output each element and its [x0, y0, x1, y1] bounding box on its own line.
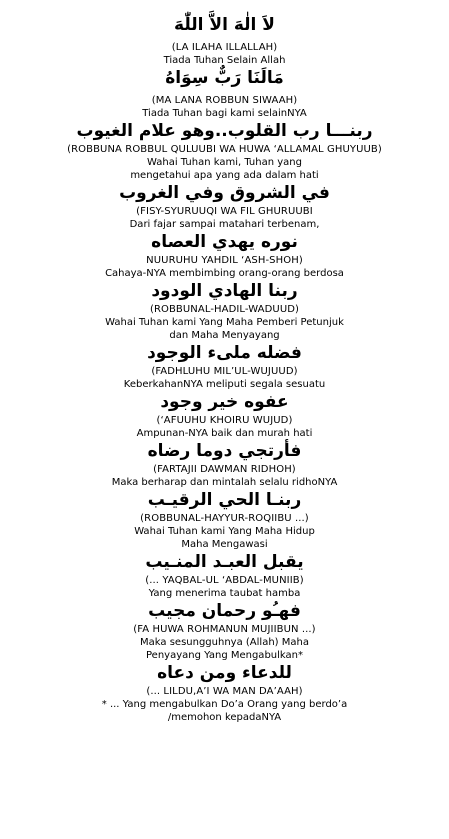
translation-line: Dari fajar sampai matahari terbenam,: [129, 219, 320, 230]
translation-line: Maka sesungguhnya (Allah) Maha: [140, 637, 309, 648]
arabic-text: فأرتجي دوما رضاه: [147, 441, 302, 461]
verse-7: [4, 342, 445, 391]
transliteration-text: (FISY-SYURUUQI WA FIL GHURUUBI: [136, 206, 313, 217]
verse-12: [4, 600, 445, 662]
translation-line: KeberkahanNYA meliputi segala sesuatu: [123, 379, 326, 390]
arabic-text: فضله ملىء الوجود: [147, 343, 302, 363]
transliteration-text: (... LILDU,A’I WA MAN DA’AAH): [146, 686, 303, 697]
verse-2: [4, 67, 445, 120]
translation-line: Penyayang Yang Mengabulkan*: [146, 650, 303, 661]
verse-13: [4, 662, 445, 724]
translation-line: mengetahui apa yang ada dalam hati: [130, 170, 319, 181]
transliteration-text: (LA ILAHA ILLALLAH): [171, 42, 278, 53]
arabic-text: ربنا الهادي الودود: [151, 281, 298, 301]
arabic-text: فهـُو رحمان مجيب: [148, 601, 301, 621]
translation-line: dan Maha Menyayang: [169, 330, 280, 341]
transliteration-text: (... YAQBAL-UL ‘ABDAL-MUNIIB): [145, 575, 304, 586]
transliteration-text: (FA HUWA ROHMANUN MUJIIBUN ...): [133, 624, 316, 635]
translation-line: Maha Mengawasi: [181, 539, 268, 550]
arabic-text: نوره يهدي العصاه: [151, 232, 298, 252]
transliteration-text: (FARTAJII DAWMAN RIDHOH): [153, 464, 296, 475]
arabic-text: يقبل العبـد المنـيب: [145, 552, 304, 572]
transliteration-text: (‘AFUUHU KHOIRU WUJUD): [156, 415, 293, 426]
verse-5: [4, 231, 445, 280]
translation-line: /memohon kepadaNYA: [167, 712, 282, 723]
translation-line: Tiada Tuhan Selain Allah: [163, 55, 286, 66]
transliteration-text: (ROBBUNAL-HADIL-WADUUD): [149, 304, 300, 315]
translation-line: Wahai Tuhan kami Yang Maha Pemberi Petunjuk: [105, 317, 344, 328]
translation-line: Wahai Tuhan kami Yang Maha Hidup: [134, 526, 315, 537]
transliteration-text: NUURUHU YAHDIL ‘ASH-SHOH): [146, 255, 303, 266]
arabic-text: في الشروق وفي الغروب: [119, 183, 330, 203]
translation-line: Maka berharap dan mintalah selalu ridhoNYA: [111, 477, 338, 488]
verse-3: [4, 120, 445, 182]
translation-line: * ... Yang mengabulkan Do’a Orang yang berdo’a: [101, 699, 348, 710]
verse-11: [4, 551, 445, 600]
translation-line: Tiada Tuhan bagi kami selainNYA: [142, 108, 307, 119]
translation-line: Ampunan-NYA baik dan murah hati: [136, 428, 313, 439]
arabic-text: ربنـا الحي الرقيـب: [147, 490, 302, 510]
arabic-text: لاَ الٰهَ الاَّ اللّٰهَ: [174, 15, 275, 35]
verse-8: [4, 391, 445, 440]
verse-6: [4, 280, 445, 342]
translation-line: Wahai Tuhan kami, Tuhan yang: [147, 157, 302, 168]
verse-4: [4, 182, 445, 231]
verse-1: [4, 14, 445, 67]
translation-line: Cahaya-NYA membimbing orang-orang berdosa: [105, 268, 344, 279]
arabic-text: مَالَنَا رَبٌّ سِوَاهُ: [165, 68, 284, 88]
arabic-text: للدعاء ومن دعاه: [157, 663, 292, 683]
transliteration-text: (ROBBUNA ROBBUL QULUUBI WA HUWA ‘ALLAMAL GHUYUUB): [67, 144, 382, 155]
translation-line: Yang menerima taubat hamba: [148, 588, 301, 599]
transliteration-text: (ROBBUNAL-HAYYUR-ROQIIBU ...): [140, 513, 309, 524]
transliteration-text: (MA LANA ROBBUN SIWAAH): [151, 95, 298, 106]
arabic-text: عفوه خير وجود: [160, 392, 289, 412]
verse-9: [4, 440, 445, 489]
verse-10: [4, 489, 445, 551]
arabic-text: ربنـــا رب القلوب..وهو علام الغيوب: [76, 121, 373, 141]
transliteration-text: (FADHLUHU MIL’UL-WUJUUD): [151, 366, 298, 377]
